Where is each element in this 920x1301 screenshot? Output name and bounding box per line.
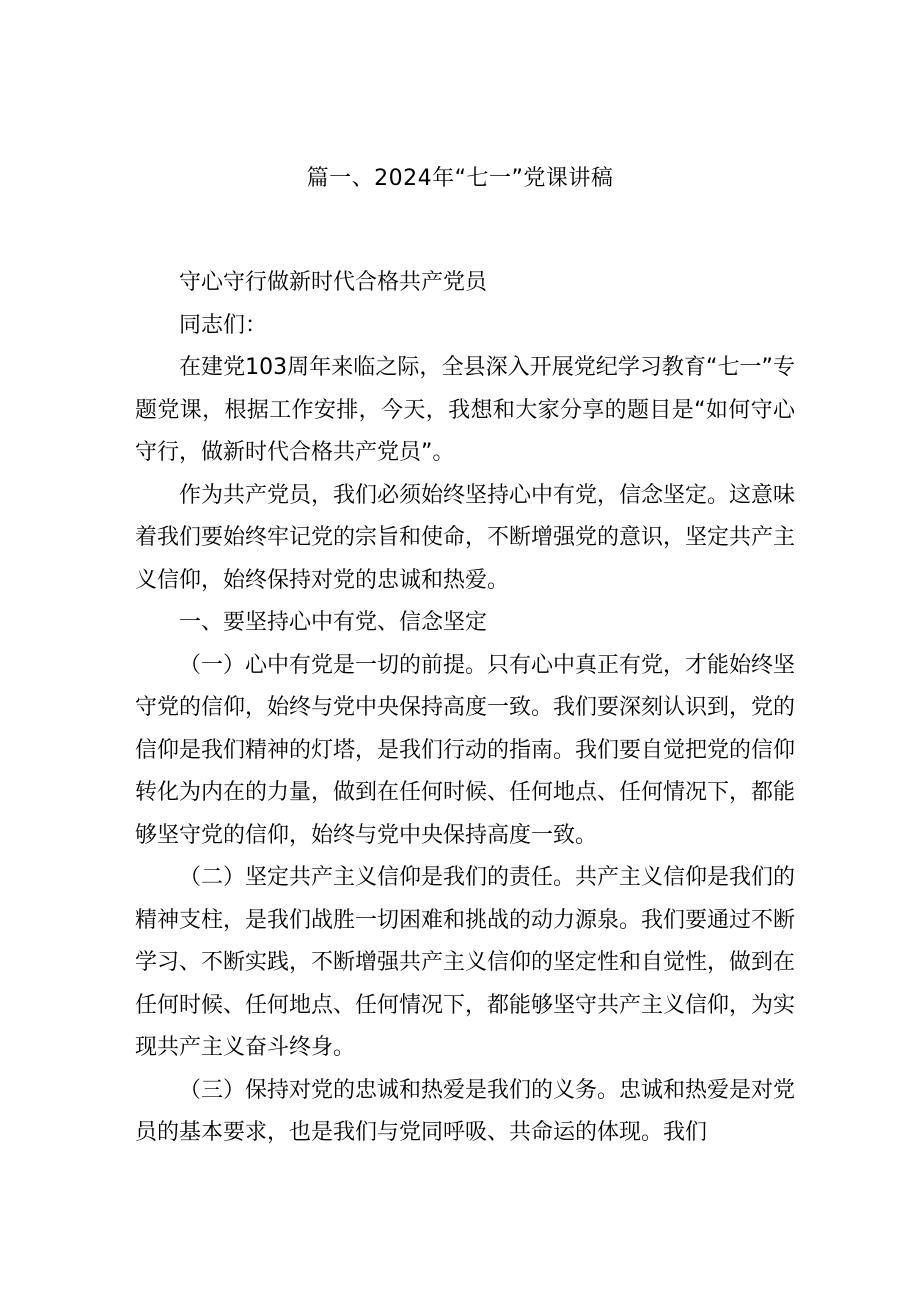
body-paragraph: （三）保持对党的忠诚和热爱是我们的义务。忠诚和热爱是对党员的基本要求，也是我们与党同呼吸、共命运的体现。我们 [135,1077,796,1145]
intro-paragraph: 在建党103周年来临之际，全县深入开展党纪学习教育“七一”专题党课，根据工作安排，今天，我想和大家分享的题目是“如何守心守行，做新时代合格共产党员”。 [135,355,795,465]
document-body [135,262,795,1155]
body-paragraph: （一）心中有党是一切的前提。只有心中真正有党，才能始终坚守党的信仰，始终与党中央保持高度一致。我们要深刻认识到，党的信仰是我们精神的灯塔，是我们行动的指南。我们要自觉把党的信仰转化为内在的力量，做到在任何时候、任何地点、任何情况下，都能够坚守党的信仰，始终与党中央保持高度一致。 [135,652,796,848]
subtitle-paragraph: 守心守行做新时代合格共产党员 [179,270,488,295]
body-paragraph: 作为共产党员，我们必须始终坚持心中有党，信念坚定。这意味着我们要始终牢记党的宗旨和使命，不断增强党的意识，坚定共产主义信仰，始终保持对党的忠诚和热爱。 [135,482,796,593]
section-heading: 一、要坚持心中有党、信念坚定 [179,610,488,635]
salutation-paragraph: 同志们： [179,312,268,338]
document-title: 篇一、2024年“七一”党课讲稿 [306,166,614,191]
body-paragraph: （二）坚定共产主义信仰是我们的责任。共产主义信仰是我们的精神支柱，是我们战胜一切困难和挑战的动力源泉。我们要通过不断学习、不断实践，不断增强共产主义信仰的坚定性和自觉性，做到在任何时候、任何地点、任何情况下，都能够坚守共产主义信仰，为实现共产主义奋斗终身。 [135,865,796,1060]
